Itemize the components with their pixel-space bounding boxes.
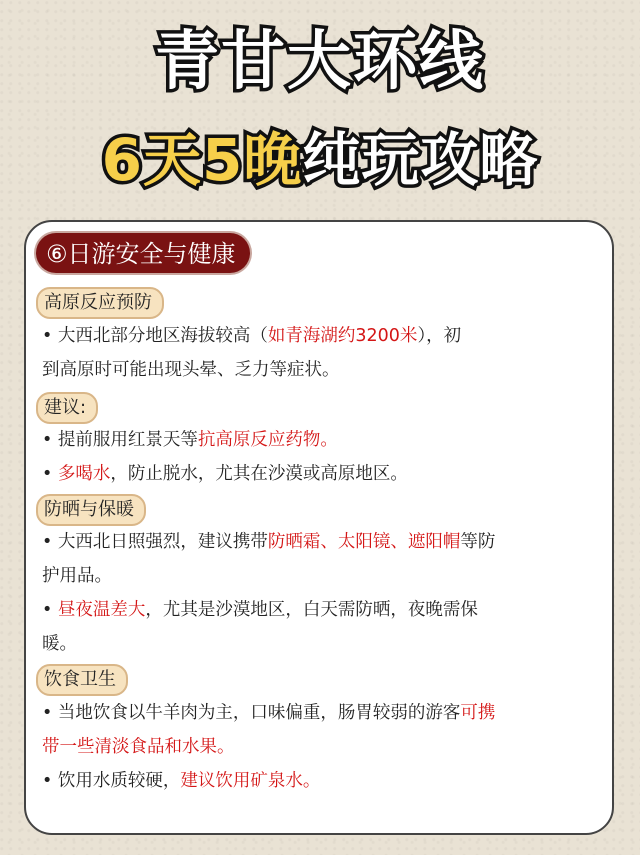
food-line-2 — [42, 733, 235, 761]
highlight-text: 多喝水 — [57, 464, 111, 484]
highlight-text: 防晒霜、太阳镜、遮阳帽 — [267, 532, 461, 552]
text: • 提前服用红景天等 — [42, 430, 198, 450]
highlight-text: 建议饮用矿泉水。 — [180, 771, 321, 791]
advice-heading: 建议: — [36, 392, 98, 424]
text: • 大西北日照强烈，建议携带 — [42, 532, 268, 552]
section-title: 日游安全与健康 — [67, 240, 236, 268]
text: • 当地饮食以牛羊肉为主，口味偏重，肠胃较弱的游客 — [42, 703, 461, 723]
sub-title — [0, 122, 640, 198]
altitude-heading: 高原反应预防 — [36, 287, 164, 319]
sub-title-part2: 纯玩攻略 — [302, 126, 539, 194]
altitude-line-1 — [42, 322, 461, 350]
advice-item-1 — [42, 426, 338, 454]
highlight-text: 带一些清淡食品和水果。 — [42, 737, 235, 757]
main-title: 青甘大环线 — [155, 25, 485, 99]
advice-item-2 — [42, 460, 408, 488]
highlight-text: 可携 — [460, 703, 496, 723]
altitude-line-2: 到高原时可能出现头晕、乏力等症状。 — [42, 360, 340, 380]
sun-line-3 — [42, 596, 478, 624]
text: ，防止脱水，尤其在沙漠或高原地区。 — [110, 464, 408, 484]
food-line-1 — [42, 699, 495, 727]
section-badge — [36, 233, 250, 273]
sun-line-2: 护用品。 — [42, 566, 112, 586]
text: 等防 — [460, 532, 496, 552]
sub-title-part1: 6天5晚 — [101, 126, 303, 194]
sun-line-4: 暖。 — [42, 634, 77, 654]
sun-line-1 — [42, 528, 495, 556]
highlight-text: 如青海湖约3200米 — [267, 326, 418, 346]
circled-number-icon: ⑥ — [46, 240, 68, 268]
food-line-3 — [42, 767, 320, 795]
text: • — [42, 464, 58, 484]
food-heading: 饮食卫生 — [36, 664, 128, 696]
sun-heading: 防晒与保暖 — [36, 494, 146, 526]
highlight-text: 抗高原反应药物。 — [197, 430, 338, 450]
highlight-text: 昼夜温差大 — [57, 600, 146, 620]
text: • 饮用水质较硬， — [42, 771, 181, 791]
text: ），初 — [417, 326, 462, 346]
text: • 大西北部分地区海拔较高（ — [42, 326, 268, 346]
text: ，尤其是沙漠地区，白天需防晒，夜晚需保 — [145, 600, 478, 620]
text: • — [42, 600, 58, 620]
